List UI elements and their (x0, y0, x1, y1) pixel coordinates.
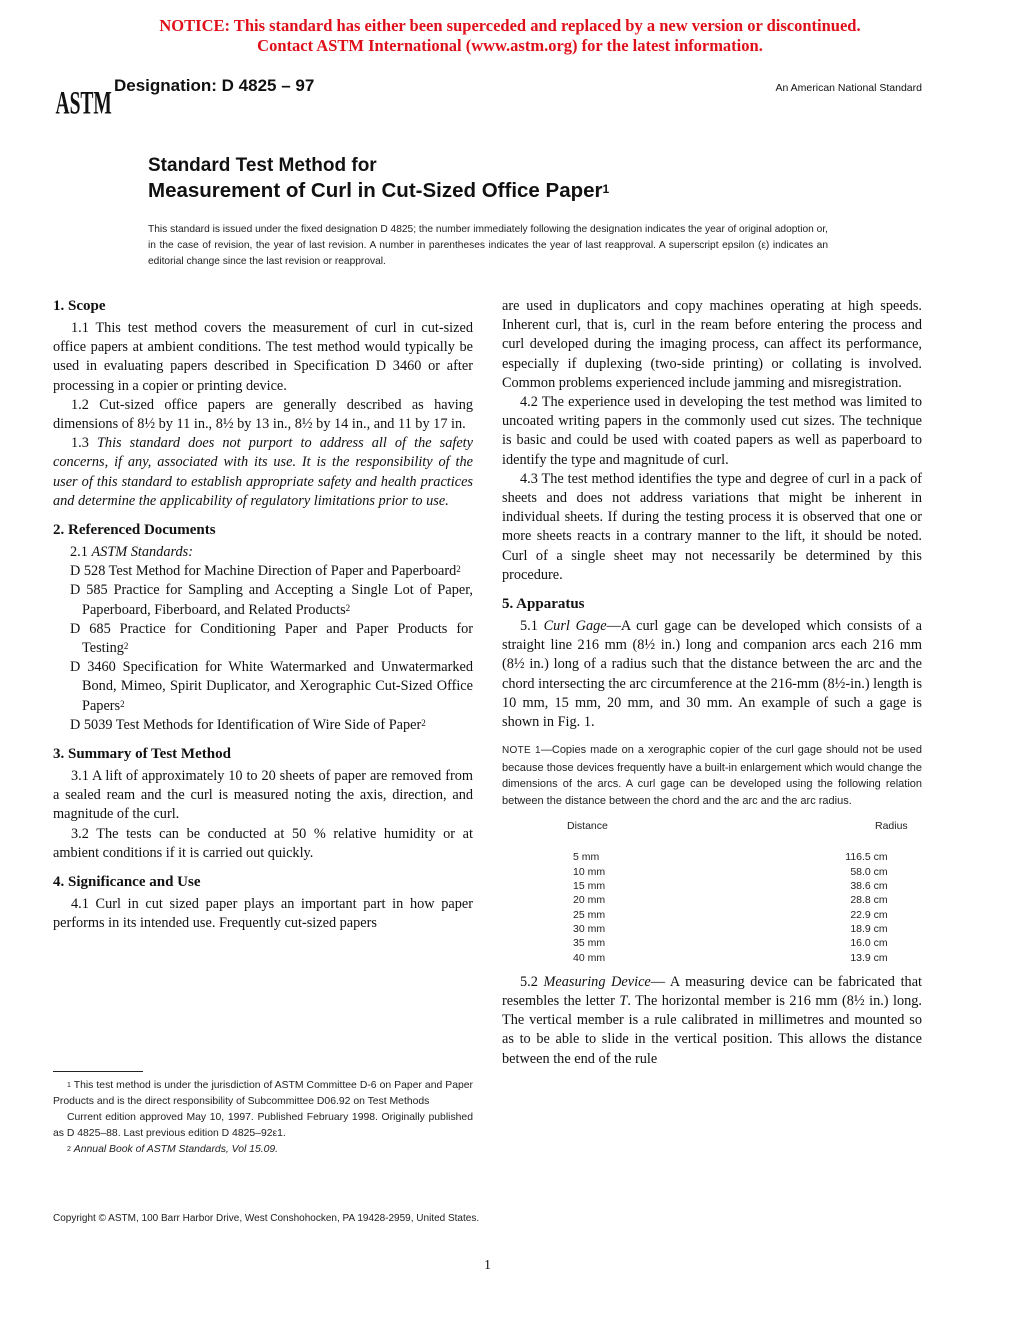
title-line-2 (148, 178, 609, 204)
document-title (148, 153, 609, 204)
astm-standards-num: 2.1 (70, 544, 88, 561)
table-header-radius: Radius (875, 820, 908, 833)
paragraph-1-3 (53, 434, 473, 511)
reference-footnote-ref: 2 (345, 602, 351, 613)
reference-item (53, 658, 473, 716)
paragraph-1-3-num: 1.3 (71, 435, 89, 452)
distance-cell: 35 mm (573, 937, 606, 950)
paragraph-5-2-text-a: — A measuring device can be fabricated that resembles the letter (502, 973, 923, 1010)
footnote-divider (53, 1071, 143, 1072)
radius-cell: 58.0 cm (850, 865, 888, 878)
note-1 (502, 742, 922, 809)
paragraph-5-1-text: —A curl gage can be developed which consists of a straight line 216 mm (8½ in.) long and companion arcs each 216 mm (8½ in.) long of a radius such that the distance between the arc and the chord intersecting the arc circumference at the 216-mm (8½-in.) length is 10 mm, 15 mm, 20 mm, and 30 mm. An example of such a gage is shown in Fig. 1. (502, 618, 923, 731)
paragraph-1-1: 1.1 This test method covers the measurement of curl in cut-sized office papers at ambient conditions. The test method would typically be used in evaluating papers described in Specification D 3460 or after processing in a copier or printing device. (53, 320, 473, 394)
paragraph-4-1-cont: are used in duplicators and copy machines operating at high speeds. Inherent curl, that is, curl in the ream before entering the process and curl developed during the imaging process, can affect its performance, especially if duplexing (two-side printing) or collating is involved. Common problems experienced include jamming and misregistration. (502, 298, 922, 391)
paragraph-5-2-letter: T (619, 993, 628, 1010)
footnote-edition: Current edition approved May 10, 1997. Published February 1998. Originally published as D 4825–88. Last previous edition D 4825–92ε1. (53, 1112, 473, 1139)
paragraph-4-2: 4.2 The experience used in developing the test method was limited to uncoated writing papers in the commonly used cut sizes. The technique is basic and could be used with coated papers as well as paperboard to identify the type and magnitude of curl. (502, 394, 922, 468)
distance-cell: 10 mm (573, 865, 606, 878)
paragraph-3-1: 3.1 A lift of approximately 10 to 20 sheets of paper are removed from a sealed ream and the curl is measured noting the axis, direction, and magnitude of the curl. (53, 768, 473, 823)
reference-item (53, 562, 473, 581)
reference-item (53, 716, 473, 735)
paragraph-3-2: 3.2 The tests can be conducted at 50 % relative humidity or at ambient conditions if it is carried out quickly. (53, 825, 473, 861)
radius-cell: 22.9 cm (850, 908, 888, 921)
distance-cell: 30 mm (573, 922, 606, 935)
table-row (567, 865, 908, 879)
reference-footnote-ref: 2 (120, 698, 125, 709)
paragraph-5-2-term: Measuring Device (543, 973, 651, 990)
radius-cell: 116.5 cm (845, 851, 888, 864)
reference-text: D 585 Practice for Sampling and Accepting a Single Lot of Paper, Paperboard, Fiberboard, and Related Products (70, 582, 473, 618)
reference-text: D 3460 Specification for White Watermarked and Unwatermarked Bond, Mimeo, Spirit Duplicator, and Xerographic Cut-Sized Office Papers (70, 659, 473, 714)
table-row (567, 850, 908, 864)
footnote-2-mark: 2 (67, 1146, 71, 1153)
astm-standards-title: ASTM Standards: (91, 544, 193, 561)
radius-cell: 18.9 cm (850, 922, 888, 935)
paragraph-1-3-text: This standard does not purport to address all of the safety concerns, if any, associated with its use. It is the responsibility of the user of this standard to establish appropriate safety and health practices and determine the applicability of regulatory limitations prior to use. (53, 435, 473, 509)
distance-radius-table (567, 817, 908, 965)
notice-banner (0, 16, 1020, 56)
page-number: 1 (484, 1258, 491, 1273)
astm-logo (54, 76, 112, 121)
reference-footnote-ref: 2 (421, 717, 426, 728)
footnotes (53, 1078, 473, 1158)
footnote-1-mark: 1 (67, 1082, 71, 1089)
distance-cell: 5 mm (573, 851, 600, 864)
paragraph-1-2: 1.2 Cut-sized office papers are generally described as having dimensions of 8½ by 11 in., 8½ by 13 in., 8½ by 14 in., and 11 by 17 in. (53, 396, 473, 433)
distance-cell: 20 mm (573, 894, 606, 907)
table-header-distance: Distance (567, 820, 608, 833)
paragraph-4-3: 4.3 The test method identifies the type and degree of curl in a pack of sheets and does not address variations that might be inherent in individual sheets. If during the testing process it is observed that one or more sheets reacts in a contrary manner to the lift, it should be noted. Curl of a single sheet may not necessarily be determined by this procedure. (502, 470, 922, 583)
table-row (567, 893, 908, 907)
reference-footnote-ref: 2 (123, 641, 129, 652)
astm-logo-text: ASTM (55, 84, 112, 121)
notice-line-1: NOTICE: This standard has either been superceded and replaced by a new version or discontinued. (159, 16, 861, 35)
reference-footnote-ref: 2 (456, 564, 461, 575)
notice-line-2: Contact ASTM International (www.astm.org) for the latest information. (257, 36, 763, 55)
radius-cell: 16.0 cm (850, 937, 888, 950)
table-row (567, 908, 908, 922)
astm-standards-subheading (53, 543, 473, 562)
table-row (567, 879, 908, 893)
paragraph-5-1-num: 5.1 (520, 618, 538, 635)
radius-cell: 13.9 cm (850, 951, 888, 964)
paragraph-5-1-term: Curl Gage (543, 618, 607, 635)
section-apparatus-heading: 5. Apparatus (502, 596, 585, 613)
title-footnote-ref: 1 (602, 182, 610, 196)
footnote-2 (53, 1142, 473, 1158)
note-label: NOTE 1 (502, 745, 541, 757)
section-summary-heading: 3. Summary of Test Method (53, 746, 231, 763)
distance-cell: 40 mm (573, 951, 606, 964)
paragraph-5-2-num: 5.2 (520, 973, 538, 990)
title-line-1: Standard Test Method for (148, 155, 377, 176)
copyright: Copyright © ASTM, 100 Barr Harbor Drive, West Conshohocken, PA 19428-2959, United States. (53, 1213, 480, 1224)
designation: Designation: D 4825 – 97 (114, 76, 315, 95)
paragraph-5-1 (502, 617, 922, 732)
reference-text: D 685 Practice for Conditioning Paper and Paper Products for Testing (70, 620, 473, 657)
radius-cell: 28.8 cm (850, 894, 888, 907)
reference-text: D 528 Test Method for Machine Direction of Paper and Paperboard (70, 563, 457, 580)
section-referenced-heading: 2. Referenced Documents (53, 522, 216, 539)
issued-note: This standard is issued under the fixed designation D 4825; the number immediately following the designation indicates the year of original adoption or, in the case of revision, the year of last revision. A number in parentheses indicates the year of last reapproval. A superscript epsilon (ε) indicates an editorial change since the last revision or reapproval. (148, 224, 828, 267)
reference-item (53, 620, 473, 658)
distance-cell: 15 mm (573, 880, 606, 893)
left-column (53, 296, 473, 933)
distance-cell: 25 mm (573, 908, 606, 921)
national-standard-label: An American National Standard (775, 82, 922, 94)
section-significance-heading: 4. Significance and Use (53, 874, 201, 891)
footnote-2-text: Annual Book of ASTM Standards, Vol 15.09. (73, 1144, 279, 1155)
title-line-2-text: Measurement of Curl in Cut-Sized Office Paper (148, 179, 603, 202)
table-row (567, 951, 908, 965)
reference-text: D 5039 Test Methods for Identification of Wire Side of Paper (70, 716, 422, 733)
note-text: —Copies made on a xerographic copier of the curl gage should not be used because those devices frequently have a built-in enlargement which would change the dimensions of the arcs. A curl gage can be developed using the following relation between the distance between the chord and the arc and the arc radius. (502, 744, 922, 807)
footnote-1-text: This test method is under the jurisdiction of ASTM Committee D-6 on Paper and Paper Products and is the direct responsibility of Subcommittee D06.92 on Test Methods (53, 1080, 474, 1107)
paragraph-5-2-text-b: . The horizontal member is 216 mm (8½ in.) long. The vertical member is a rule calibrated in millimetres and mounted so as to be able to slide in the vertical position. This allows the distance between the end of the rule (502, 993, 922, 1067)
right-column (502, 297, 922, 1069)
table-row (567, 922, 908, 936)
table-row (567, 936, 908, 950)
section-scope-heading: 1. Scope (53, 298, 106, 314)
paragraph-5-2 (502, 973, 922, 1069)
radius-cell: 38.6 cm (850, 880, 888, 893)
reference-item (53, 581, 473, 619)
footnote-1 (53, 1078, 473, 1110)
paragraph-4-1-start: 4.1 Curl in cut sized paper plays an important part in how paper performs in its intended use. Frequently cut-sized papers (53, 896, 473, 932)
